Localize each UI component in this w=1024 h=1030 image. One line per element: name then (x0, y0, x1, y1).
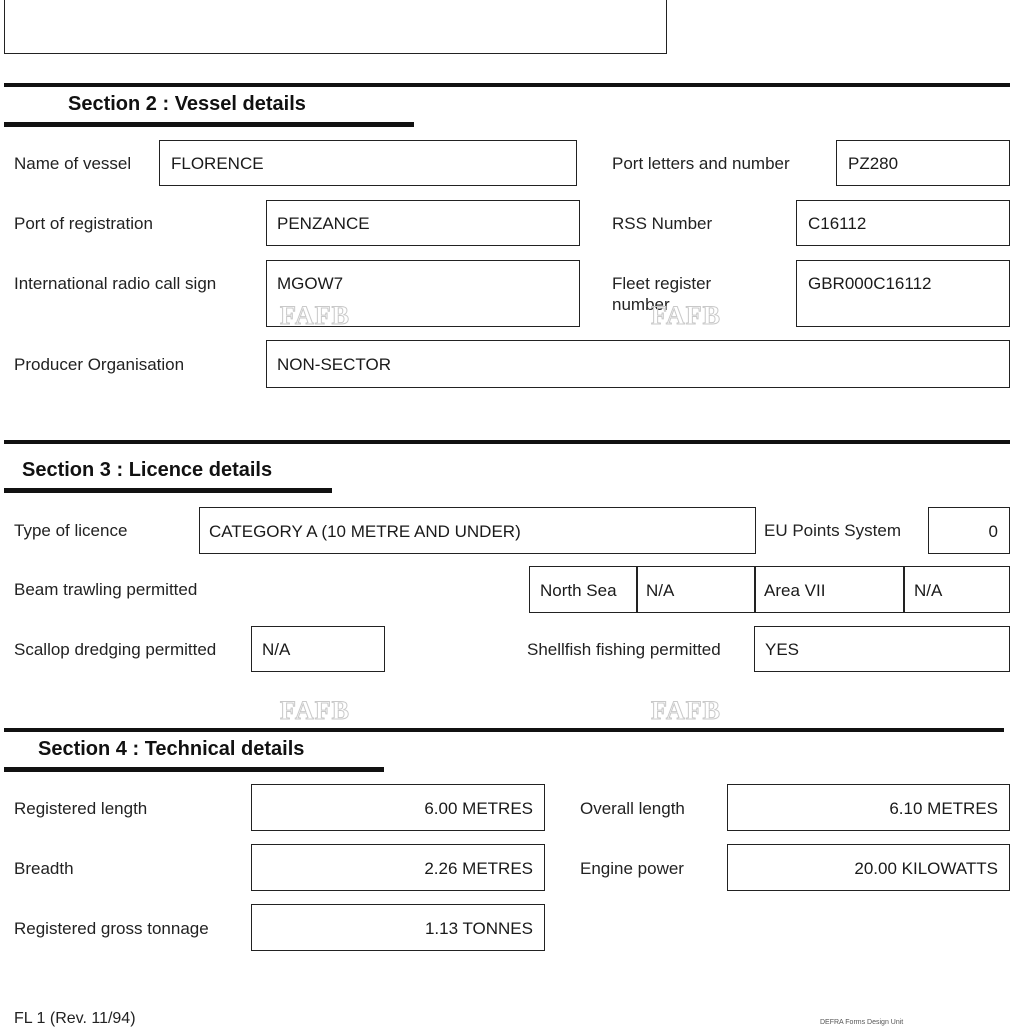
north-sea-value[interactable]: N/A (646, 581, 675, 600)
section-2-underline (4, 122, 414, 127)
registered-length-field[interactable] (251, 784, 545, 831)
north-sea-label: North Sea (540, 581, 617, 600)
port-of-registration-field[interactable] (266, 200, 580, 246)
rss-number-label: RSS Number (612, 214, 713, 233)
eu-points-value: 0 (988, 522, 998, 541)
section-4-heading: Section 4 : Technical details (38, 738, 305, 760)
fleet-register-label-line1: Fleet register (612, 274, 712, 293)
gross-tonnage-label: Registered gross tonnage (14, 919, 209, 938)
area-vii-value[interactable]: N/A (914, 581, 943, 600)
overall-length-label: Overall length (580, 799, 685, 818)
engine-power-label: Engine power (580, 859, 684, 878)
fleet-register-field[interactable] (796, 260, 1010, 327)
registered-length-label: Registered length (14, 799, 148, 818)
gross-tonnage-value: 1.13 TONNES (424, 919, 533, 938)
section-2-heading: Section 2 : Vessel details (68, 93, 306, 115)
radio-call-sign-label: International radio call sign (14, 274, 217, 293)
beam-trawling-grid (529, 566, 1010, 613)
fleet-register-label-line2: number (612, 295, 670, 314)
watermark-logo: FAFB (651, 301, 721, 330)
grid-divider-1 (636, 567, 638, 612)
eu-points-label: EU Points System (764, 521, 901, 540)
engine-power-field[interactable] (727, 844, 1010, 891)
shellfish-fishing-label: Shellfish fishing permitted (527, 640, 721, 659)
port-of-registration-label: Port of registration (14, 214, 153, 233)
gross-tonnage-field[interactable] (251, 904, 545, 951)
rss-number-field[interactable] (796, 200, 1010, 246)
rss-number-value: C16112 (808, 214, 867, 233)
breadth-value: 2.26 METRES (424, 859, 533, 878)
producer-organisation-field[interactable] (266, 340, 1010, 388)
watermark-logo: FAFB (651, 696, 721, 725)
type-of-licence-field[interactable] (199, 507, 756, 554)
watermark-logo: FAFB (280, 696, 350, 725)
top-partial-box (4, 0, 667, 54)
type-of-licence-label: Type of licence (14, 521, 128, 540)
beam-trawling-label: Beam trawling permitted (14, 580, 198, 599)
name-of-vessel-label: Name of vessel (14, 154, 132, 173)
section-2-top-rule (4, 83, 1010, 87)
port-letters-label: Port letters and number (612, 154, 790, 173)
grid-divider-2 (754, 567, 756, 612)
grid-divider-3 (903, 567, 905, 612)
section-3-underline (4, 488, 332, 493)
engine-power-value: 20.00 KILOWATTS (854, 859, 998, 878)
port-of-registration-value: PENZANCE (277, 214, 370, 233)
overall-length-value: 6.10 METRES (889, 799, 998, 818)
watermark-logo: FAFB (280, 301, 350, 330)
scallop-dredging-label: Scallop dredging permitted (14, 640, 217, 659)
name-of-vessel-field[interactable] (159, 140, 577, 186)
producer-organisation-value: NON-SECTOR (277, 355, 391, 374)
section-4-top-rule (4, 728, 1004, 732)
eu-points-field[interactable] (928, 507, 1010, 554)
section-3-heading: Section 3 : Licence details (22, 459, 273, 481)
radio-call-sign-value: MGOW7 (277, 274, 344, 293)
port-letters-field[interactable] (836, 140, 1010, 186)
section-3-top-rule (4, 440, 1010, 444)
breadth-field[interactable] (251, 844, 545, 891)
registered-length-value: 6.00 METRES (424, 799, 533, 818)
name-of-vessel-value: FLORENCE (171, 154, 264, 173)
section-4-underline (4, 767, 384, 772)
overall-length-field[interactable] (727, 784, 1010, 831)
scallop-dredging-value: N/A (262, 640, 291, 659)
form-reference: FL 1 (Rev. 11/94) (14, 1010, 136, 1027)
type-of-licence-value: CATEGORY A (10 METRE AND UNDER) (209, 522, 521, 541)
breadth-label: Breadth (14, 859, 74, 878)
scallop-dredging-field[interactable] (251, 626, 385, 672)
shellfish-fishing-value: YES (765, 640, 800, 659)
fleet-register-value: GBR000C16112 (808, 274, 932, 293)
port-letters-value: PZ280 (848, 154, 899, 173)
shellfish-fishing-field[interactable] (754, 626, 1010, 672)
producer-organisation-label: Producer Organisation (14, 355, 185, 374)
area-vii-label: Area VII (764, 581, 826, 600)
design-unit-note: DEFRA Forms Design Unit (820, 1019, 904, 1026)
